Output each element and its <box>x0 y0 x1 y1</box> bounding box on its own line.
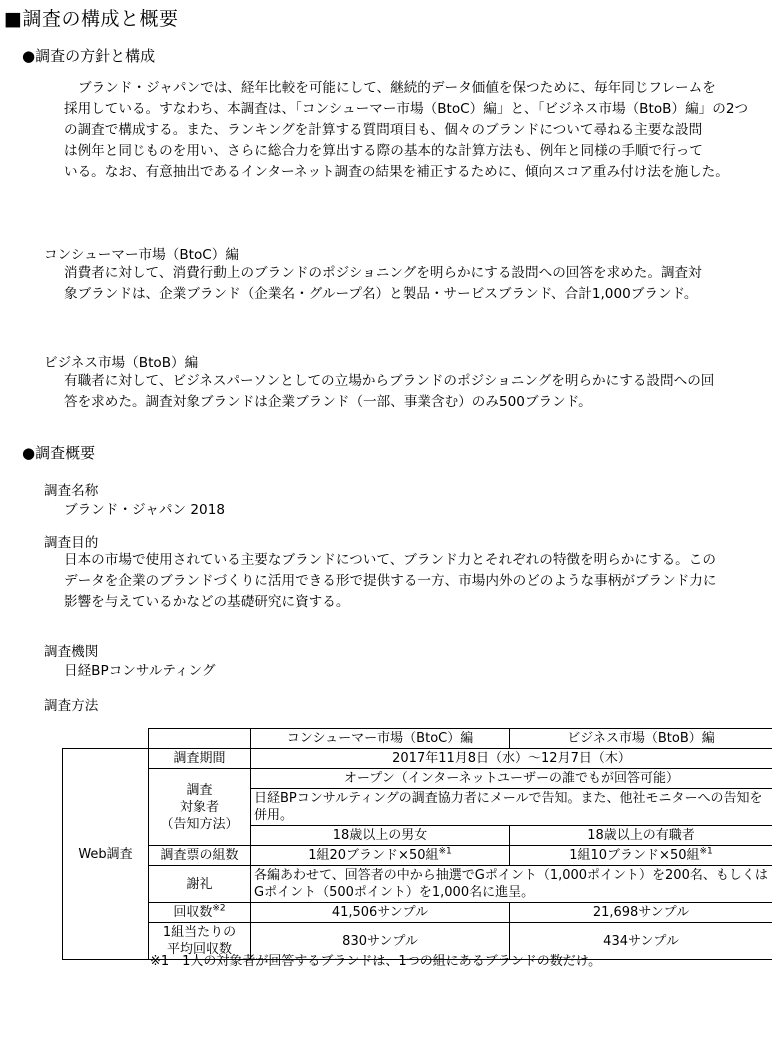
table-row-groups <box>63 846 772 866</box>
survey-name-value: ブランド・ジャパン 2018 <box>64 502 225 518</box>
table-row-reward <box>63 866 772 903</box>
count-btob-value: 21,698サンプル <box>510 903 772 923</box>
groups-btob-value <box>510 846 772 866</box>
btoc-heading: コンシューマー市場（BtoC）編 <box>44 247 239 263</box>
reward-value: 各編あわせて、回答者の中から抽選でGポイント（1,000ポイント）を200名、もしくはGポイント（500ポイント）を1,000名に進呈。 <box>251 866 772 903</box>
btoc-line: 象ブランドは、企業ブランド（企業名・グループ名）と製品・サービスブランド、合計1,000ブランド。 <box>64 286 698 302</box>
footnote-mark-1: ※1 <box>438 846 452 857</box>
section-heading-policy: ●調査の方針と構成 <box>22 47 156 65</box>
target-label-line: 対象者 <box>179 799 219 815</box>
average-label-line: 平均回収数 <box>166 942 232 957</box>
btob-heading: ビジネス市場（BtoB）編 <box>44 355 199 371</box>
intro-line: ブランド・ジャパンでは、経年比較を可能にして、継続的データ価値を保つために、毎年同じフレームを <box>78 80 716 96</box>
count-btoc-value: 41,506サンプル <box>251 903 510 923</box>
groups-btoc-text: 1組20ブランド×50組 <box>308 848 439 863</box>
intro-line: いる。なお、有意抽出であるインターネット調査の結果を補正するために、傾向スコア重み付け法を施した。 <box>64 164 729 180</box>
survey-name-label: 調査名称 <box>44 483 99 499</box>
count-label-text: 回収数 <box>173 905 213 920</box>
footnote-1: ※1 1人の対象者が回答するブランドは、1つの組にあるブランドの数だけ。 <box>150 954 602 969</box>
intro-line: は例年と同じものを用い、さらに総合力を算出する際の基本的な計算方法も、例年と同様の手順で行って <box>64 143 703 159</box>
reward-label: 謝礼 <box>149 866 251 903</box>
target-label-line: 調査 <box>186 782 213 798</box>
target-label <box>149 769 251 846</box>
target-btob-value: 18歳以上の有職者 <box>510 826 772 846</box>
survey-method-label: 調査方法 <box>44 698 99 714</box>
col-header-btob: ビジネス市場（BtoB）編 <box>510 729 772 749</box>
target-label-line: （告知方法） <box>160 816 239 832</box>
survey-org-label: 調査機関 <box>44 644 99 660</box>
average-label-line: 1組当たりの <box>162 925 237 940</box>
target-btoc-value: 18歳以上の男女 <box>251 826 510 846</box>
table-row-count <box>63 903 772 923</box>
period-value: 2017年11月8日（水）～12月7日（木） <box>251 749 772 769</box>
period-label: 調査期間 <box>149 749 251 769</box>
btob-line: 答を求めた。調査対象ブランドは企業ブランド（一部、事業含む）のみ500ブランド。 <box>64 394 592 410</box>
groups-label: 調査票の組数 <box>149 846 251 866</box>
intro-line: 採用している。すなわち、本調査は、「コンシューマー市場（BtoC）編」と、「ビジネス市場（BtoB）編」の2つ <box>64 101 749 117</box>
table-header-row <box>63 729 772 749</box>
btoc-paragraph <box>64 263 702 305</box>
btoc-line: 消費者に対して、消費行動上のブランドのポジショニングを明らかにする設問への回答を求めた。調査対 <box>64 265 702 281</box>
intro-line: の調査で構成する。また、ランキングを計算する質問項目も、個々のブランドについて尋ねる主要な設問 <box>64 122 703 138</box>
btob-paragraph <box>64 371 714 413</box>
btob-line: 有職者に対して、ビジネスパーソンとしての立場からブランドのポジショニングを明らかにする設問への回 <box>64 373 715 389</box>
survey-purpose-label: 調査目的 <box>44 535 99 551</box>
target-notice-value: 日経BPコンサルティングの調査協力者にメールで告知。また、他社モニターへの告知を併用。 <box>251 789 772 826</box>
page-title: ■調査の構成と概要 <box>4 8 179 30</box>
survey-purpose-paragraph <box>64 550 717 613</box>
groups-btoc-value <box>251 846 510 866</box>
col-header-btoc: コンシューマー市場（BtoC）編 <box>251 729 510 749</box>
survey-method-table <box>62 728 772 960</box>
survey-org-value: 日経BPコンサルティング <box>64 663 216 679</box>
intro-paragraph <box>64 78 748 183</box>
purpose-line: データを企業のブランドづくりに活用できる形で提供する一方、市場内外のどのような事柄がブランド力に <box>64 573 717 589</box>
purpose-line: 影響を与えているかなどの基礎研究に資する。 <box>64 594 350 610</box>
average-btob-value: 434サンプル <box>510 923 772 960</box>
table-header-corner <box>149 729 251 749</box>
target-open-value: オープン（インターネットユーザーの誰でもが回答可能） <box>251 769 772 789</box>
table-row-period <box>63 749 772 769</box>
section-heading-overview: ●調査概要 <box>22 444 96 462</box>
web-survey-label: Web調査 <box>63 749 149 960</box>
footnote-mark-2: ※2 <box>212 903 226 914</box>
average-btoc-value: 830サンプル <box>251 923 510 960</box>
groups-btob-text: 1組10ブランド×50組 <box>569 848 700 863</box>
count-label <box>149 903 251 923</box>
purpose-line: 日本の市場で使用されている主要なブランドについて、ブランド力とそれぞれの特徴を明らかにする。この <box>64 552 716 568</box>
footnote-mark-1: ※1 <box>699 846 713 857</box>
table-row-target-open <box>63 769 772 789</box>
